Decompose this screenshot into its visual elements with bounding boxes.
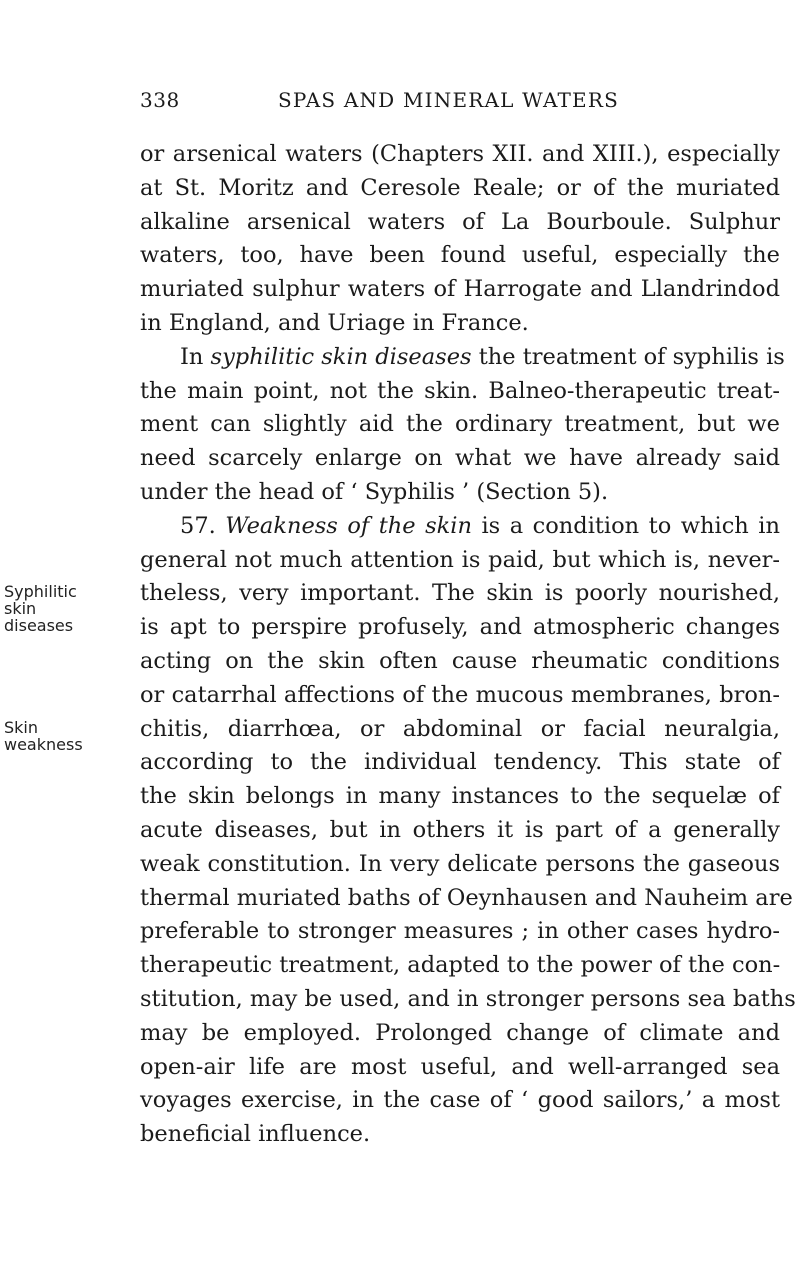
text-line [140,611,780,645]
margin-note-skin-weakness [4,719,134,753]
margin-note-line: diseases [4,616,74,635]
text-run: need scarcely enlarge on what we have already said [140,445,780,472]
text-run: ment can slightly aid the ordinary treatment, but we [140,411,780,438]
text-run: in England, and Uriage in France. [140,309,529,336]
italic-phrase: syphilitic skin diseases [210,343,472,370]
text-run: the treatment of syphilis is [471,343,785,370]
text-run: theless, very important. The skin is poorly nourished, [140,580,780,607]
text-run: preferable to stronger measures ; in other cases hydro- [140,918,780,945]
text-run: muriated sulphur waters of Harrogate and Llandrindod [140,276,780,303]
text-run: alkaline arsenical waters of La Bourboule. Sulphur [140,208,780,235]
text-run: voyages exercise, in the case of ‘ good sailors,’ a most [140,1087,780,1114]
text-line [140,577,780,611]
page-header [140,88,680,118]
text-line [140,1118,780,1152]
text-line [140,510,780,544]
text-line [140,1051,780,1085]
text-run: weak constitution. In very delicate persons the gaseous [140,850,780,877]
text-line [140,172,780,206]
text-run: open-air life are most useful, and well-arranged sea [140,1053,780,1080]
text-line [140,442,780,476]
text-run: In [180,343,211,370]
text-run: 57. [180,512,226,539]
text-line [140,206,780,240]
text-run: or arsenical waters (Chapters XII. and XIII.), especially [140,141,780,167]
text-line [140,983,796,1017]
text-line [140,1017,780,1051]
text-run: acting on the skin often cause rheumatic conditions [140,647,780,674]
text-line [140,408,780,442]
text-line [140,848,780,882]
text-run: beneficial influence. [140,1121,371,1148]
margin-note-line: Skin [4,718,39,737]
text-run: chitis, diarrhœa, or abdominal or facial neuralgia, [140,715,780,742]
text-run: acute diseases, but in others it is part of a generally [140,816,780,843]
text-run: under the head of ‘ Syphilis ’ (Section 5). [140,478,609,505]
text-line [140,273,780,307]
italic-phrase: Weakness of the skin [225,512,472,539]
margin-note-line: weakness [4,735,83,754]
text-run: or catarrhal affections of the mucous membranes, bron- [140,681,780,708]
text-line [140,645,780,679]
text-line [140,239,780,273]
text-run: may be employed. Prolonged change of climate and [140,1019,780,1046]
text-line [140,1084,780,1118]
text-run: the main point, not the skin. Balneo-therapeutic treat- [140,377,780,404]
text-line [140,138,780,172]
text-line [140,307,780,341]
body-text [140,138,796,1152]
text-run: stitution, may be used, and in stronger persons sea baths [140,985,796,1012]
text-run: at St. Moritz and Ceresole Reale; or of the muriated [140,174,780,201]
text-line [140,375,780,409]
text-run: the skin belongs in many instances to the sequelæ of [140,783,780,810]
text-run: waters, too, have been found useful, especially the [140,242,780,269]
page-number: 338 [140,88,180,112]
text-run: general not much attention is paid, but which is, never- [140,546,780,573]
text-run: according to the individual tendency. This state of [140,749,780,776]
text-line [140,882,793,916]
text-line [140,341,785,375]
text-run: is a condition to which in [471,512,780,539]
text-line [140,780,780,814]
text-line [140,544,780,578]
margin-note-line: Syphilitic [4,582,77,601]
text-run: is apt to perspire profusely, and atmospheric changes [140,614,780,641]
text-run: thermal muriated baths of Oeynhausen and Nauheim are [140,884,793,911]
margin-note-line: skin [4,599,37,618]
text-line [140,713,780,747]
margin-note-syphilitic [4,583,134,634]
text-run: therapeutic treatment, adapted to the power of the con- [140,952,781,979]
text-line [140,915,780,949]
text-line [140,746,780,780]
text-line [140,679,780,713]
running-head: SPAS AND MINERAL WATERS [278,88,619,112]
text-line [140,476,780,510]
text-line [140,949,780,983]
text-line [140,814,780,848]
